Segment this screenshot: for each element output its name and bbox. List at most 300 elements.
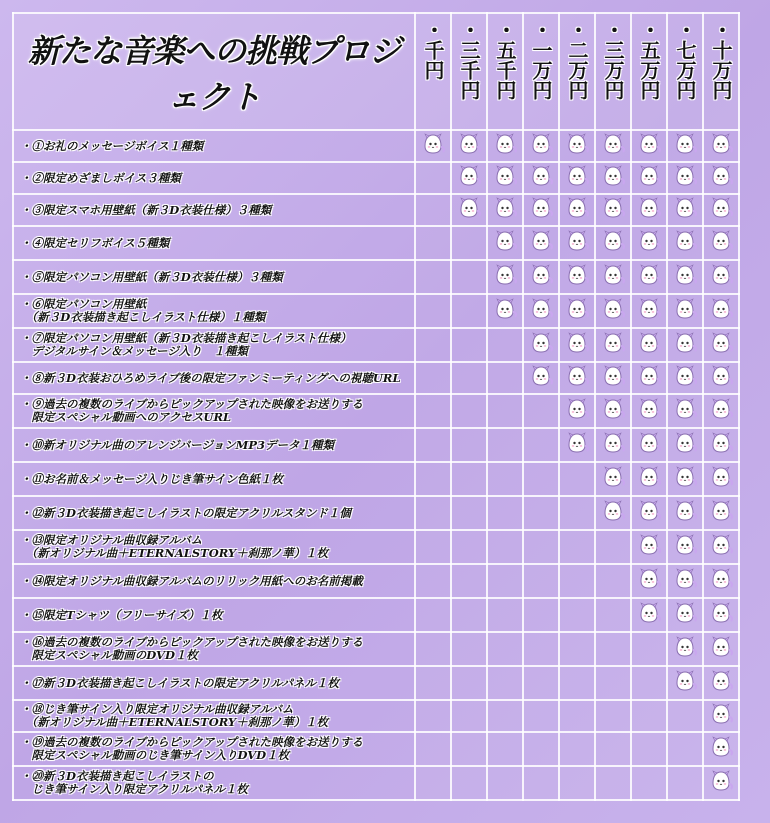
tier-cell	[631, 700, 667, 732]
ghost-mascot-icon	[708, 196, 734, 220]
tier-cell	[631, 328, 667, 362]
ghost-mascot-icon	[564, 331, 590, 355]
tier-cell	[667, 530, 703, 564]
reward-row	[13, 226, 739, 260]
page-title: 新たな音楽への挑戦プロジェクト	[27, 31, 400, 116]
ghost-mascot-icon	[708, 132, 734, 156]
tier-cell	[523, 428, 559, 462]
tier-cell	[667, 632, 703, 666]
tier-cell	[559, 766, 595, 800]
ghost-mascot-icon	[600, 196, 626, 220]
reward-table	[12, 12, 740, 801]
tier-cell	[667, 394, 703, 428]
ghost-mascot-icon	[492, 297, 518, 321]
tier-header-0	[415, 13, 451, 130]
tier-cell	[631, 666, 667, 700]
tier-cell	[451, 530, 487, 564]
tier-cell	[703, 194, 739, 226]
tier-cell	[595, 428, 631, 462]
ghost-mascot-icon	[708, 465, 734, 489]
reward-description: ・⑮限定Tシャツ（フリーサイズ）１枚	[13, 598, 415, 632]
tier-cell	[487, 226, 523, 260]
tier-cell	[415, 632, 451, 666]
tier-cell	[595, 700, 631, 732]
ghost-mascot-icon	[672, 669, 698, 693]
reward-description: ・⑯過去の複数のライブからピックアップされた映像をお送りする 限定スペシャル動画のDVD１枚	[13, 632, 415, 666]
ghost-mascot-icon	[672, 297, 698, 321]
tier-cell	[595, 666, 631, 700]
tier-cell	[523, 294, 559, 328]
ghost-mascot-icon	[456, 196, 482, 220]
tier-cell	[415, 362, 451, 394]
tier-cell	[703, 428, 739, 462]
tier-cell	[595, 194, 631, 226]
tier-cell	[631, 598, 667, 632]
tier-cell	[523, 162, 559, 194]
tier-cell	[595, 394, 631, 428]
tier-cell	[631, 162, 667, 194]
reward-description: ・⑪お名前＆メッセージ入りじき筆サイン色紙１枚	[13, 462, 415, 496]
ghost-mascot-icon	[456, 164, 482, 188]
tier-cell	[631, 130, 667, 162]
tier-header-2	[487, 13, 523, 130]
reward-description: ・⑨過去の複数のライブからピックアップされた映像をお送りする 限定スペシャル動画へのアクセスURL	[13, 394, 415, 428]
tier-cell	[415, 496, 451, 530]
tier-cell	[559, 462, 595, 496]
reward-row	[13, 564, 739, 598]
tier-cell	[523, 732, 559, 766]
reward-description: ・⑤限定パソコン用壁紙（新３D衣装仕様）３種類	[13, 260, 415, 294]
tier-cell	[559, 732, 595, 766]
reward-description: ・⑱じき筆サイン入り限定オリジナル曲収録アルバム （新オリジナル曲＋ETERNALSTORY＋刹那ノ華）１枚	[13, 700, 415, 732]
tier-cell	[487, 260, 523, 294]
tier-cell	[487, 700, 523, 732]
tier-cell	[667, 328, 703, 362]
tier-cell	[415, 194, 451, 226]
tier-cell	[523, 362, 559, 394]
ghost-mascot-icon	[600, 465, 626, 489]
reward-row	[13, 496, 739, 530]
ghost-mascot-icon	[672, 364, 698, 388]
ghost-mascot-icon	[708, 533, 734, 557]
reward-row	[13, 766, 739, 800]
reward-description: ・⑰新３D衣装描き起こしイラストの限定アクリルパネル１枚	[13, 666, 415, 700]
tier-cell	[667, 766, 703, 800]
tier-cell	[703, 362, 739, 394]
ghost-mascot-icon	[528, 263, 554, 287]
tier-cell	[631, 428, 667, 462]
tier-cell	[451, 598, 487, 632]
reward-row	[13, 598, 739, 632]
tier-cell	[523, 766, 559, 800]
tier-cell	[415, 328, 451, 362]
ghost-mascot-icon	[528, 297, 554, 321]
tier-cell	[595, 530, 631, 564]
tier-cell	[667, 226, 703, 260]
tier-cell	[451, 394, 487, 428]
ghost-mascot-icon	[708, 702, 734, 726]
tier-label: ・十万円	[709, 20, 733, 100]
tier-cell	[559, 260, 595, 294]
tier-cell	[451, 130, 487, 162]
ghost-mascot-icon	[636, 331, 662, 355]
ghost-mascot-icon	[708, 229, 734, 253]
ghost-mascot-icon	[636, 164, 662, 188]
reward-row	[13, 666, 739, 700]
tier-cell	[487, 162, 523, 194]
tier-cell	[487, 632, 523, 666]
ghost-mascot-icon	[708, 735, 734, 759]
ghost-mascot-icon	[708, 297, 734, 321]
tier-cell	[667, 362, 703, 394]
ghost-mascot-icon	[564, 397, 590, 421]
ghost-mascot-icon	[492, 196, 518, 220]
tier-cell	[631, 496, 667, 530]
tier-header-3	[523, 13, 559, 130]
ghost-mascot-icon	[600, 431, 626, 455]
ghost-mascot-icon	[636, 567, 662, 591]
ghost-mascot-icon	[528, 229, 554, 253]
tier-cell	[451, 428, 487, 462]
tier-cell	[595, 598, 631, 632]
tier-cell	[487, 362, 523, 394]
tier-cell	[703, 162, 739, 194]
tier-cell	[415, 700, 451, 732]
ghost-mascot-icon	[672, 132, 698, 156]
reward-row	[13, 462, 739, 496]
ghost-mascot-icon	[672, 499, 698, 523]
tier-cell	[631, 362, 667, 394]
tier-cell	[451, 362, 487, 394]
ghost-mascot-icon	[636, 397, 662, 421]
tier-cell	[415, 732, 451, 766]
tier-cell	[667, 130, 703, 162]
ghost-mascot-icon	[636, 499, 662, 523]
ghost-mascot-icon	[528, 331, 554, 355]
ghost-mascot-icon	[564, 263, 590, 287]
ghost-mascot-icon	[636, 263, 662, 287]
tier-cell	[703, 564, 739, 598]
ghost-mascot-icon	[600, 132, 626, 156]
tier-label: ・五万円	[637, 20, 661, 100]
tier-cell	[523, 700, 559, 732]
ghost-mascot-icon	[600, 331, 626, 355]
tier-cell	[595, 260, 631, 294]
tier-cell	[487, 732, 523, 766]
tier-cell	[631, 564, 667, 598]
tier-cell	[451, 496, 487, 530]
tier-label: ・二万円	[565, 20, 589, 100]
ghost-mascot-icon	[492, 164, 518, 188]
ghost-mascot-icon	[636, 431, 662, 455]
tier-cell	[487, 462, 523, 496]
tier-cell	[703, 496, 739, 530]
ghost-mascot-icon	[456, 132, 482, 156]
tier-cell	[595, 766, 631, 800]
tier-cell	[487, 564, 523, 598]
reward-description: ・⑲過去の複数のライブからピックアップされた映像をお送りする 限定スペシャル動画のじき筆サイン入りDVD１枚	[13, 732, 415, 766]
tier-cell	[595, 130, 631, 162]
tier-cell	[703, 260, 739, 294]
tier-label: ・五千円	[493, 20, 517, 100]
ghost-mascot-icon	[600, 164, 626, 188]
ghost-mascot-icon	[672, 164, 698, 188]
tier-cell	[595, 496, 631, 530]
ghost-mascot-icon	[600, 364, 626, 388]
tier-cell	[523, 328, 559, 362]
reward-row	[13, 700, 739, 732]
tier-cell	[487, 598, 523, 632]
tier-cell	[667, 462, 703, 496]
ghost-mascot-icon	[528, 196, 554, 220]
tier-cell	[559, 632, 595, 666]
tier-label: ・一万円	[529, 20, 553, 100]
reward-description: ・③限定スマホ用壁紙（新３D衣装仕様）３種類	[13, 194, 415, 226]
reward-row	[13, 394, 739, 428]
ghost-mascot-icon	[636, 465, 662, 489]
tier-cell	[559, 564, 595, 598]
tier-cell	[451, 700, 487, 732]
tier-cell	[523, 564, 559, 598]
tier-cell	[415, 462, 451, 496]
tier-cell	[523, 666, 559, 700]
tier-cell	[703, 700, 739, 732]
tier-cell	[703, 462, 739, 496]
tier-cell	[559, 598, 595, 632]
tier-cell	[487, 130, 523, 162]
tier-cell	[487, 766, 523, 800]
ghost-mascot-icon	[636, 601, 662, 625]
reward-row	[13, 162, 739, 194]
ghost-mascot-icon	[564, 364, 590, 388]
tier-cell	[667, 194, 703, 226]
tier-cell	[559, 226, 595, 260]
tier-cell	[487, 294, 523, 328]
tier-cell	[451, 732, 487, 766]
ghost-mascot-icon	[528, 364, 554, 388]
ghost-mascot-icon	[708, 263, 734, 287]
tier-label: ・千円	[421, 20, 445, 80]
tier-cell	[595, 732, 631, 766]
ghost-mascot-icon	[564, 196, 590, 220]
ghost-mascot-icon	[636, 229, 662, 253]
tier-cell	[451, 294, 487, 328]
tier-cell	[559, 362, 595, 394]
tier-cell	[523, 632, 559, 666]
tier-cell	[595, 294, 631, 328]
tier-cell	[667, 598, 703, 632]
tier-cell	[415, 260, 451, 294]
tier-cell	[487, 428, 523, 462]
tier-cell	[523, 194, 559, 226]
ghost-mascot-icon	[708, 635, 734, 659]
tier-cell	[595, 362, 631, 394]
reward-description: ・⑥限定パソコン用壁紙 （新３D衣装描き起こしイラスト仕様）１種類	[13, 294, 415, 328]
reward-description: ・⑦限定パソコン用壁紙（新３D衣装描き起こしイラスト仕様） デジタルサイン＆メッセージ入り １種類	[13, 328, 415, 362]
tier-cell	[487, 194, 523, 226]
reward-row	[13, 294, 739, 328]
tier-cell	[559, 394, 595, 428]
ghost-mascot-icon	[492, 229, 518, 253]
tier-cell	[595, 632, 631, 666]
reward-description: ・①お礼のメッセージボイス１種類	[13, 130, 415, 162]
ghost-mascot-icon	[420, 132, 446, 156]
tier-cell	[631, 260, 667, 294]
ghost-mascot-icon	[708, 331, 734, 355]
ghost-mascot-icon	[600, 229, 626, 253]
tier-cell	[631, 462, 667, 496]
reward-row	[13, 530, 739, 564]
tier-cell	[631, 766, 667, 800]
reward-row	[13, 194, 739, 226]
tier-cell	[667, 732, 703, 766]
tier-cell	[451, 462, 487, 496]
ghost-mascot-icon	[492, 132, 518, 156]
tier-cell	[415, 564, 451, 598]
tier-cell	[451, 162, 487, 194]
ghost-mascot-icon	[672, 431, 698, 455]
tier-cell	[487, 530, 523, 564]
ghost-mascot-icon	[672, 601, 698, 625]
tier-header-7	[667, 13, 703, 130]
title-cell	[13, 13, 415, 130]
tier-cell	[667, 428, 703, 462]
reward-description: ・⑩新オリジナル曲のアレンジバージョンMP3データ１種類	[13, 428, 415, 462]
ghost-mascot-icon	[636, 297, 662, 321]
tier-cell	[559, 530, 595, 564]
tier-cell	[415, 428, 451, 462]
tier-cell	[559, 428, 595, 462]
tier-cell	[703, 294, 739, 328]
ghost-mascot-icon	[564, 297, 590, 321]
tier-cell	[595, 226, 631, 260]
tier-cell	[559, 194, 595, 226]
tier-cell	[523, 496, 559, 530]
tier-cell	[415, 394, 451, 428]
tier-cell	[667, 496, 703, 530]
tier-header-5	[595, 13, 631, 130]
ghost-mascot-icon	[672, 533, 698, 557]
tier-label: ・三千円	[457, 20, 481, 100]
tier-cell	[703, 328, 739, 362]
tier-cell	[415, 130, 451, 162]
tier-cell	[523, 462, 559, 496]
tier-cell	[487, 666, 523, 700]
reward-row	[13, 328, 739, 362]
tier-cell	[523, 130, 559, 162]
tier-cell	[703, 130, 739, 162]
tier-cell	[415, 162, 451, 194]
tier-cell	[631, 530, 667, 564]
ghost-mascot-icon	[672, 331, 698, 355]
ghost-mascot-icon	[600, 263, 626, 287]
ghost-mascot-icon	[492, 263, 518, 287]
reward-row	[13, 428, 739, 462]
tier-cell	[559, 130, 595, 162]
tier-cell	[559, 496, 595, 530]
tier-cell	[451, 564, 487, 598]
ghost-mascot-icon	[528, 164, 554, 188]
ghost-mascot-icon	[564, 431, 590, 455]
ghost-mascot-icon	[708, 669, 734, 693]
tier-cell	[523, 394, 559, 428]
tier-cell	[595, 462, 631, 496]
tier-cell	[559, 294, 595, 328]
reward-description: ・⑧新３D衣装おひろめライブ後の限定ファンミーティングへの視聴URL	[13, 362, 415, 394]
ghost-mascot-icon	[708, 364, 734, 388]
ghost-mascot-icon	[672, 229, 698, 253]
ghost-mascot-icon	[636, 132, 662, 156]
tier-cell	[559, 666, 595, 700]
ghost-mascot-icon	[672, 567, 698, 591]
tier-cell	[703, 766, 739, 800]
ghost-mascot-icon	[708, 601, 734, 625]
tier-cell	[703, 226, 739, 260]
reward-rows	[13, 130, 739, 800]
tier-cell	[523, 598, 559, 632]
tier-cell	[559, 328, 595, 362]
reward-row	[13, 632, 739, 666]
tier-cell	[703, 530, 739, 564]
reward-description: ・⑳新３D衣装描き起こしイラストの じき筆サイン入り限定アクリルパネル１枚	[13, 766, 415, 800]
ghost-mascot-icon	[708, 431, 734, 455]
ghost-mascot-icon	[708, 499, 734, 523]
tier-cell	[487, 496, 523, 530]
tier-cell	[631, 394, 667, 428]
reward-row	[13, 362, 739, 394]
reward-description: ・⑬限定オリジナル曲収録アルバム （新オリジナル曲＋ETERNALSTORY＋刹那ノ華）１枚	[13, 530, 415, 564]
tier-cell	[703, 632, 739, 666]
ghost-mascot-icon	[636, 196, 662, 220]
tier-header-8	[703, 13, 739, 130]
tier-cell	[631, 732, 667, 766]
tier-cell	[667, 700, 703, 732]
tier-cell	[703, 666, 739, 700]
tier-cell	[415, 530, 451, 564]
ghost-mascot-icon	[564, 164, 590, 188]
ghost-mascot-icon	[528, 132, 554, 156]
tier-cell	[595, 162, 631, 194]
tier-cell	[415, 598, 451, 632]
tier-cell	[451, 194, 487, 226]
reward-row	[13, 260, 739, 294]
tier-cell	[415, 226, 451, 260]
tier-cell	[631, 194, 667, 226]
ghost-mascot-icon	[564, 229, 590, 253]
tier-header-1	[451, 13, 487, 130]
tier-header-6	[631, 13, 667, 130]
ghost-mascot-icon	[672, 263, 698, 287]
tier-cell	[667, 294, 703, 328]
ghost-mascot-icon	[600, 297, 626, 321]
tier-cell	[559, 162, 595, 194]
reward-description: ・⑭限定オリジナル曲収録アルバムのリリック用紙へのお名前掲載	[13, 564, 415, 598]
reward-description: ・②限定めざましボイス３種類	[13, 162, 415, 194]
ghost-mascot-icon	[708, 164, 734, 188]
tier-cell	[415, 666, 451, 700]
ghost-mascot-icon	[708, 397, 734, 421]
ghost-mascot-icon	[564, 132, 590, 156]
ghost-mascot-icon	[672, 635, 698, 659]
tier-cell	[451, 260, 487, 294]
tier-label: ・七万円	[673, 20, 697, 100]
tier-cell	[667, 162, 703, 194]
tier-cell	[451, 666, 487, 700]
ghost-mascot-icon	[672, 397, 698, 421]
tier-cell	[487, 394, 523, 428]
ghost-mascot-icon	[600, 397, 626, 421]
tier-cell	[559, 700, 595, 732]
